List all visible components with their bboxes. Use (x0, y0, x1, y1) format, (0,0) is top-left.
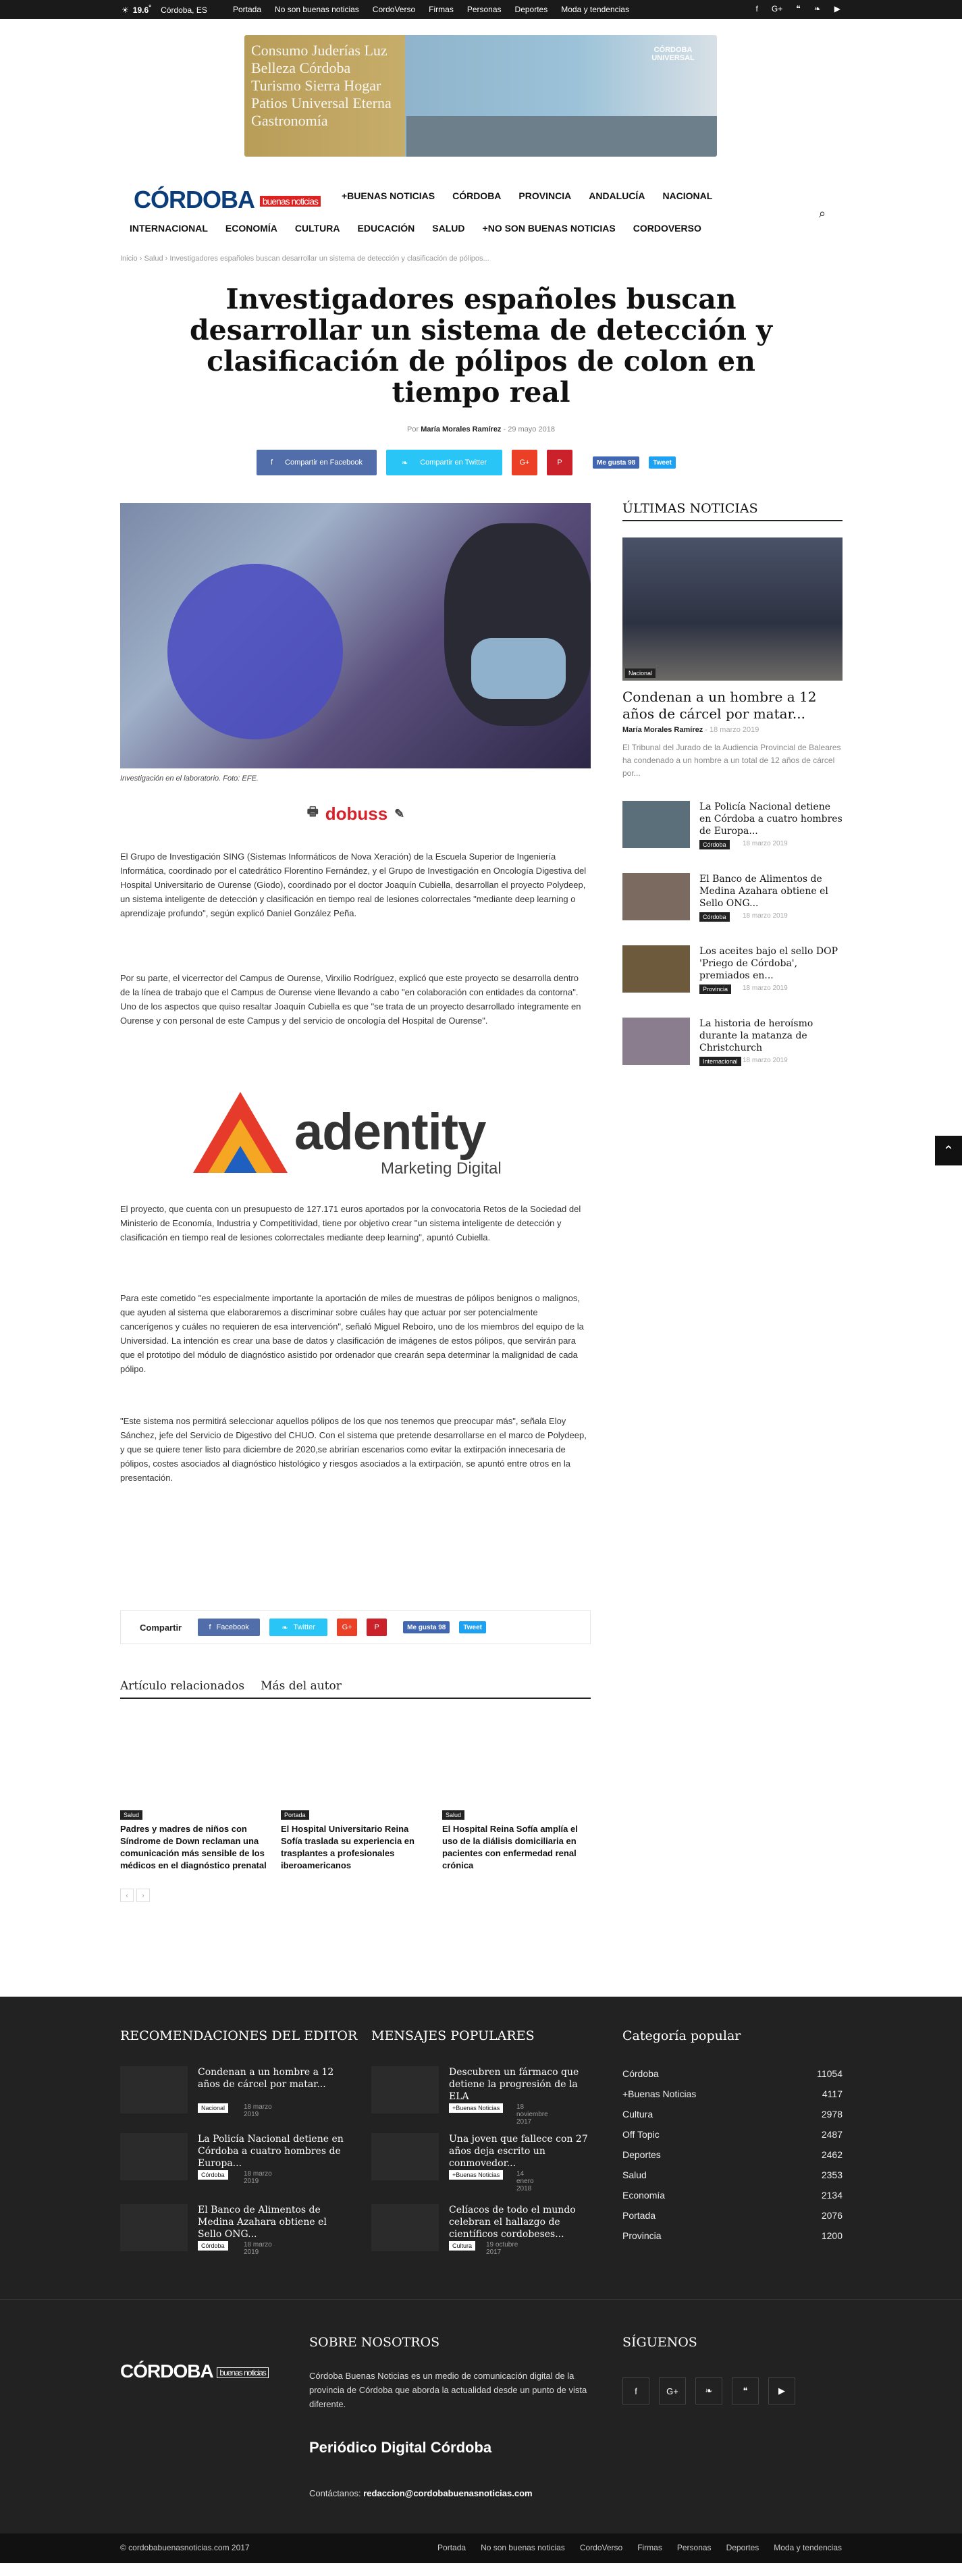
article-paragraph: "Este sistema nos permitirá seleccionar aquellos pólipos de los que nos tenemos que preocupar más", señala Eloy Sánchez, jefe del Servicio de Digestivo del CHUO. Con el sistema que pretende desarrollarse en el marco de Polydeep, y que se quiere tener listo para diciembre de 2020,se abrirían escenarios como evitar la extirpación innecesaria de pólipos, costes asociados al diagnóstico histológico y riesgos asociados a la extirpación, se apuntó entre otros en la presentación. (120, 1416, 587, 1483)
nav-item[interactable]: INTERNACIONAL (130, 223, 208, 234)
twitter-icon: ❧ (401, 458, 408, 467)
related-item[interactable] (120, 1718, 269, 1872)
top-menu-item[interactable]: CordoVerso (372, 5, 416, 14)
twitter-icon: ❧ (282, 1623, 288, 1632)
related-divider (120, 1698, 591, 1699)
contact-label: Contáctanos: (309, 2488, 361, 2498)
top-menu-item[interactable]: Firmas (429, 5, 454, 14)
sidebar-item-title[interactable]: La historia de heroísmo durante la matanza de Christchurch (699, 1018, 813, 1053)
printer-icon: 🖶 (306, 805, 319, 818)
category-name[interactable]: Off Topic (622, 2129, 660, 2140)
sun-icon: ☀ (122, 5, 129, 15)
top-menu-item[interactable]: No son buenas noticias (275, 5, 359, 14)
sidebar-item-category[interactable]: Córdoba (699, 840, 730, 849)
google-plus-icon[interactable]: G+ (771, 4, 783, 14)
category-count: 2978 (821, 2109, 843, 2120)
tab-more-from-author[interactable]: Más del autor (261, 1679, 342, 1693)
article-paragraph: Por su parte, el vicerrector del Campus de Ourense, Virxilio Rodríguez, explicó que este proyecto se desarrolla dentro de la línea de trabajo que el Campus de Ourense viene llevando a cabo "en colaboración con entidades da contorna". Uno de los aspectos que quiso resaltar Joaquín Cubiella es que "se trata de un proyecto desarrollado íntegramente en Ourense y con personal de este Campus y del servicio de oncología del Hospital de Ourense". (120, 973, 581, 1026)
banner-bridge-image (406, 116, 717, 157)
related-thumb (281, 1718, 429, 1806)
footer-popular-title: MENSAJES POPULARES (371, 2028, 535, 2043)
contact-line (309, 2488, 533, 2498)
top-share-row (257, 450, 676, 475)
footer-category-row[interactable] (622, 2170, 843, 2184)
related-item[interactable] (442, 1718, 591, 1872)
related-tabs (120, 1679, 342, 1693)
article-byline (0, 425, 962, 433)
footer-item-date: 18 noviembre 2017 (516, 2103, 548, 2126)
nav-item[interactable]: CORDOVERSO (633, 223, 701, 234)
footer-thumb[interactable] (120, 2133, 188, 2180)
related-item[interactable] (281, 1718, 429, 1872)
scroll-to-top-button[interactable] (935, 1136, 962, 1165)
top-menu-item[interactable]: Deportes (514, 5, 548, 14)
footer-item-title[interactable]: La Policía Nacional detiene en Córdoba a cuatro hombres de Europa... (198, 2134, 344, 2169)
banner-words: Consumo Juderías Luz Belleza Córdoba Turismo Sierra Hogar Patios Universal Eterna Gastronomía (251, 42, 392, 129)
tab-related-articles[interactable]: Artículo relacionados (120, 1679, 245, 1693)
chevron-up-icon: ⌃ (942, 1143, 955, 1159)
share-twitter-label: Twitter (293, 1623, 315, 1631)
footer-item-category[interactable]: +Buenas Noticias (449, 2103, 503, 2113)
nav-item[interactable]: EDUCACIÓN (357, 223, 415, 234)
footer-editor-item[interactable] (120, 2066, 334, 2120)
google-plus-icon: G+ (342, 1623, 352, 1631)
category-count: 4117 (822, 2088, 843, 2099)
pager-prev-button[interactable]: ‹ (120, 1889, 134, 1902)
nav-item[interactable]: +NO SON BUENAS NOTICIAS (482, 223, 616, 234)
share-facebook-label: Compartir en Facebook (285, 458, 363, 467)
facebook-icon[interactable]: f (755, 4, 758, 14)
facebook-like-button[interactable]: Me gusta 98 (593, 456, 639, 469)
about-title: SOBRE NOSOTROS (309, 2335, 440, 2350)
article-paragraph: El Grupo de Investigación SING (Sistemas Informáticos de Nova Xeración) de la Escuela Superior de Ingeniería Informática, coordinado por el catedrático Florentino Fernández, y el Grupo de Investigación en Oncología Digestiva del Hospital Universitario de Ourense (Giodo), coordinado por el doctor Joaquín Cubiella, desarrollan el proyecto Polydeep, un sistema inteligente de detección y clasificación en tiempo real de lesiones colorrectales "mediante deep learning o aprendizaje profundo", según explicó Daniel González Peña. (120, 851, 587, 918)
footer-item-date: 18 marzo 2019 (244, 2103, 272, 2118)
sidebar-divider (622, 520, 843, 521)
footer-category-row[interactable] (622, 2230, 843, 2245)
footer-thumb[interactable] (120, 2066, 188, 2113)
related-category[interactable]: Salud (120, 1810, 142, 1820)
youtube-icon[interactable]: ▶ (834, 4, 840, 14)
category-count: 1200 (821, 2230, 843, 2241)
footer-thumb[interactable] (120, 2204, 188, 2251)
share-pinterest-button[interactable] (367, 1619, 387, 1636)
copyright: © cordobabuenasnoticias.com 2017 (120, 2543, 250, 2552)
category-count: 2462 (821, 2149, 843, 2160)
main-nav-row-2 (130, 223, 701, 234)
footer-item-date: 18 marzo 2019 (244, 2170, 272, 2185)
bottom-share-bar (120, 1610, 591, 1644)
nav-item[interactable]: NACIONAL (662, 190, 713, 201)
sidebar-item-date: 18 marzo 2019 (743, 912, 788, 920)
google-plus-icon: G+ (519, 458, 530, 467)
article-date: 29 mayo 2018 (508, 425, 555, 433)
footer-category-row[interactable] (622, 2149, 843, 2164)
sidebar-thumb[interactable] (622, 1018, 690, 1065)
category-count: 2134 (821, 2190, 843, 2201)
nav-item[interactable]: ANDALUCÍA (589, 190, 645, 201)
sidebar-item[interactable] (622, 873, 843, 927)
footer-link[interactable]: Personas (676, 2543, 712, 2552)
share-googleplus-button[interactable] (512, 450, 537, 475)
footer-thumb[interactable] (371, 2133, 439, 2180)
site-logo[interactable] (134, 186, 321, 214)
share-facebook-label: Facebook (216, 1623, 249, 1631)
footer-links (437, 2543, 842, 2552)
sidebar-main-excerpt: El Tribunal del Jurado de la Audiencia Provincial de Baleares ha condenado a un hombre a un total de 12 años de cárcel por... (622, 743, 841, 778)
category-name[interactable]: Portada (622, 2210, 656, 2221)
sidebar-item-title[interactable]: La Policía Nacional detiene en Córdoba a cuatro hombres de Europa... (699, 801, 843, 837)
article-paragraph: El proyecto, que cuenta con un presupuesto de 127.171 euros aportados por la convocatoria Retos de la Sociedad del Ministerio de Economía, Industria y Competitividad, tiene por objetivo crear "un sistema inteligente de detección y clasificación en tiempo real de lesiones colorrectales mediante deep learning", apuntó Cubiella. (120, 1204, 581, 1242)
category-name[interactable]: Salud (622, 2170, 647, 2180)
share-facebook-button[interactable] (257, 450, 377, 475)
about-text: Córdoba Buenas Noticias es un medio de comunicación digital de la provincia de Córdoba que aborda la actualidad desde un punto de vista diferente. (309, 2371, 587, 2409)
article-title: Investigadores españoles buscan desarrollar un sistema de detección y clasificación de pólipos de colon en tiempo real (190, 283, 772, 409)
category-count: 2353 (821, 2170, 843, 2180)
youtube-icon[interactable]: ▶ (768, 2377, 795, 2404)
top-menu (233, 5, 629, 14)
sidebar-item[interactable] (622, 801, 843, 855)
hero-mask (471, 638, 566, 699)
footer-social (622, 2377, 795, 2404)
footer-item-title[interactable]: Condenan a un hombre a 12 años de cárcel por matar... (198, 2067, 334, 2090)
pager-next-button[interactable]: › (136, 1889, 150, 1902)
share-twitter-button[interactable] (269, 1619, 327, 1636)
sidebar-item-category[interactable]: Internacional (699, 1057, 741, 1066)
nav-item[interactable]: CULTURA (294, 223, 340, 234)
adentity-tagline: Marketing Digital (381, 1159, 502, 1178)
footer-item-title[interactable]: Una joven que fallece con 27 años deja escrito un conmovedor... (449, 2134, 588, 2169)
top-social (756, 4, 840, 14)
search-icon[interactable]: ⌕ (819, 207, 826, 220)
footer-link[interactable]: No son buenas noticias (481, 2543, 565, 2552)
sidebar-item-date: 18 marzo 2019 (743, 1057, 788, 1064)
footer-thumb[interactable] (371, 2204, 439, 2251)
share-twitter-button[interactable] (386, 450, 502, 475)
category-name[interactable]: Provincia (622, 2230, 662, 2241)
sidebar-item-category[interactable]: Córdoba (699, 912, 730, 922)
main-nav-row-1 (342, 190, 712, 201)
category-count: 11054 (817, 2068, 843, 2079)
footer-category-row[interactable] (622, 2068, 843, 2083)
footer-logo-text: CÓRDOBA (120, 2361, 213, 2382)
footer-editor-item[interactable] (120, 2204, 327, 2258)
pinterest-icon: P (374, 1623, 379, 1631)
sidebar-thumb[interactable] (622, 945, 690, 993)
category-name[interactable]: Córdoba (622, 2068, 659, 2079)
twitter-icon[interactable]: ❝ (732, 2377, 759, 2404)
footer-popular-item[interactable] (371, 2133, 588, 2192)
twitter-icon[interactable]: ❧ (813, 4, 821, 14)
sidebar-main-meta (622, 726, 759, 734)
tweet-button[interactable]: Tweet (459, 1621, 486, 1633)
category-name[interactable]: Economía (622, 2190, 666, 2201)
nav-item[interactable]: CÓRDOBA (452, 190, 502, 201)
sidebar-main-title[interactable]: Condenan a un hombre a 12 años de cárcel por matar... (622, 689, 817, 722)
footer-popular-item[interactable] (371, 2204, 576, 2258)
footer-item-category[interactable]: Cultura (449, 2241, 475, 2251)
nav-item[interactable]: +BUENAS NOTICIAS (342, 190, 435, 201)
adentity-name: adentity (294, 1103, 486, 1161)
footer-category-row[interactable] (622, 2210, 843, 2225)
footer-link[interactable]: Moda y tendencias (774, 2543, 842, 2552)
footer-item-date: 14 enero 2018 (516, 2170, 534, 2192)
tools-icon: ✎ (394, 806, 405, 820)
footer-item-title[interactable]: Descubren un fármaco que detiene la progresión de la ELA (449, 2067, 579, 2102)
related-thumb (120, 1718, 269, 1806)
category-count: 2076 (821, 2210, 843, 2221)
pinterest-icon: P (557, 458, 562, 467)
temperature: 19.6 (132, 5, 149, 15)
article-author[interactable]: María Morales Ramírez (421, 425, 502, 433)
share-facebook-button[interactable] (198, 1619, 260, 1636)
tweet-button[interactable]: Tweet (649, 456, 676, 469)
sidebar-item-date: 18 marzo 2019 (743, 984, 788, 992)
category-name[interactable]: Deportes (622, 2149, 661, 2160)
instagram-icon[interactable]: ❝ (796, 4, 801, 14)
footer-popular-item[interactable] (371, 2066, 579, 2126)
banner-logo: CÓRDOBA UNIVERSAL (651, 46, 695, 62)
category-count: 2487 (821, 2129, 843, 2140)
top-menu-item[interactable]: Personas (466, 5, 502, 14)
facebook-icon: f (209, 1623, 211, 1631)
top-menu-item[interactable]: Moda y tendencias (561, 5, 629, 14)
article-paragraph: Para este cometido "es especialmente importante la aportación de miles de muestras de pólipos benignos o malignos, que ayuden al sistema que elaboraremos a discriminar sobre cuáles hay que actuar por ser potencialmente cancerígenos y cuáles no requieren de esa intervención", señaló Miguel Reboiro, uno de los miembros del equipo de la Universidad. La intención es crear una base de datos y clasificación de imágenes de estos pólipos, que servirán para que el prototipo del módulo de diagnóstico asistido por ordenador que crearán sepa determinar la malignidad de cada pólipo. (120, 1293, 584, 1374)
share-googleplus-button[interactable] (337, 1619, 357, 1636)
footer-item-category[interactable]: Córdoba (198, 2170, 228, 2180)
share-twitter-label: Compartir en Twitter (420, 458, 487, 467)
sub-footer (0, 2533, 962, 2563)
footer-category-title: Categoría popular (622, 2028, 741, 2043)
sidebar-item-title[interactable]: Los aceites bajo el sello DOP 'Priego de Córdoba', premiados en... (699, 946, 838, 981)
dobuss-brand: dobuss (325, 803, 388, 824)
hero-glove (167, 564, 343, 739)
footer-category-row[interactable] (622, 2129, 843, 2144)
sidebar-thumb[interactable] (622, 873, 690, 920)
category-name[interactable]: +Buenas Noticias (622, 2088, 697, 2099)
dobuss-ad[interactable] (261, 802, 450, 825)
footer-category-row[interactable] (622, 2088, 843, 2103)
share-label: Compartir (140, 1622, 182, 1633)
sidebar-title: ÚLTIMAS NOTICIAS (622, 501, 758, 516)
periodico-title: Periódico Digital Córdoba (309, 2439, 492, 2456)
adentity-ad[interactable] (193, 1092, 517, 1184)
breadcrumb[interactable]: Inicio › Salud › Investigadores españoles buscan desarrollar un sistema de detección y clasificación de pólipos... (120, 255, 489, 263)
footer-item-title[interactable]: Celíacos de todo el mundo celebran el hallazgo de científicos cordobeses... (449, 2205, 576, 2240)
share-pinterest-button[interactable] (547, 450, 572, 475)
image-caption: Investigación en el laboratorio. Foto: EFE. (120, 774, 259, 783)
top-bar (0, 0, 962, 19)
footer-item-title[interactable]: El Banco de Alimentos de Medina Azahara obtiene el Sello ONG... (198, 2205, 327, 2240)
byline-separator: - (503, 425, 508, 433)
footer-category-row[interactable] (622, 2109, 843, 2124)
related-category[interactable]: Salud (442, 1810, 464, 1820)
footer-divider (0, 2299, 962, 2300)
weather-widget (122, 4, 207, 15)
footer-link[interactable]: Firmas (637, 2543, 662, 2552)
top-menu-item[interactable]: Portada (233, 5, 262, 14)
related-title[interactable]: El Hospital Universitario Reina Sofía traslada su experiencia en trasplantes a profesionales iberoamericanos (281, 1824, 415, 1870)
weather-city: Córdoba, ES (161, 5, 207, 15)
category-name[interactable]: Cultura (622, 2109, 653, 2120)
footer-link[interactable]: Portada (437, 2543, 466, 2552)
facebook-like-button[interactable]: Me gusta 98 (403, 1621, 450, 1633)
related-title[interactable]: El Hospital Reina Sofía amplía el uso de la diálisis domiciliaria en pacientes con enfermedad renal crónica (442, 1824, 578, 1870)
related-category[interactable]: Portada (281, 1810, 309, 1820)
byline-prefix: Por (407, 425, 419, 433)
footer-link[interactable]: Deportes (726, 2543, 759, 2552)
site-logo-text: CÓRDOBA (134, 186, 254, 213)
nav-item[interactable]: PROVINCIA (518, 190, 572, 201)
temperature-unit: ° (149, 4, 152, 11)
sidebar-item[interactable] (622, 945, 843, 999)
nav-item[interactable]: SALUD (432, 223, 465, 234)
footer-editor-title: RECOMENDACIONES DEL EDITOR (120, 2028, 358, 2043)
footer-item-category[interactable]: +Buenas Noticias (449, 2170, 503, 2180)
sidebar-item-category[interactable]: Provincia (699, 984, 731, 994)
site-logo-sub: buenas noticias (260, 196, 321, 207)
adentity-logo-mark (224, 1146, 257, 1173)
facebook-icon: f (270, 458, 273, 467)
related-thumb (442, 1718, 591, 1806)
footer-item-date: 18 marzo 2019 (244, 2241, 272, 2256)
footer-thumb[interactable] (371, 2066, 439, 2113)
rss-icon[interactable]: ❧ (695, 2377, 722, 2404)
footer-link[interactable]: CordoVerso (579, 2543, 623, 2552)
sidebar-main-author[interactable]: María Morales Ramírez (622, 726, 703, 734)
sidebar-item-title[interactable]: El Banco de Alimentos de Medina Azahara obtiene el Sello ONG... (699, 874, 828, 909)
footer-item-category[interactable]: Nacional (198, 2103, 228, 2113)
facebook-icon[interactable]: f (622, 2377, 649, 2404)
sidebar-item[interactable] (622, 1018, 843, 1072)
sidebar-item-date: 18 marzo 2019 (743, 840, 788, 847)
sidebar-main-category[interactable]: Nacional (625, 668, 656, 678)
footer (0, 1997, 962, 2563)
sidebar-thumb[interactable] (622, 801, 690, 848)
google-plus-icon[interactable]: G+ (659, 2377, 686, 2404)
footer-logo-sub: buenas noticias (217, 2367, 268, 2378)
follow-title: SÍGUENOS (622, 2335, 697, 2350)
footer-item-category[interactable]: Córdoba (198, 2241, 228, 2251)
related-pager (120, 1889, 150, 1902)
sidebar-main-date: 18 marzo 2019 (710, 726, 759, 734)
related-title[interactable]: Padres y madres de niños con Síndrome de Down reclaman una comunicación más sensible de los médicos en el diagnóstico prenatal (120, 1824, 267, 1870)
nav-item[interactable]: ECONOMÍA (225, 223, 277, 234)
footer-category-row[interactable] (622, 2190, 843, 2205)
footer-item-date: 19 octubre 2017 (486, 2241, 518, 2256)
top-banner-ad[interactable] (244, 35, 717, 157)
footer-logo[interactable] (120, 2361, 269, 2382)
footer-editor-item[interactable] (120, 2133, 344, 2187)
article-hero-image (120, 503, 591, 768)
contact-email[interactable]: redaccion@cordobabuenasnoticias.com (363, 2488, 533, 2498)
sidebar-hero-image[interactable] (622, 537, 843, 681)
byline-separator: - (705, 726, 710, 734)
